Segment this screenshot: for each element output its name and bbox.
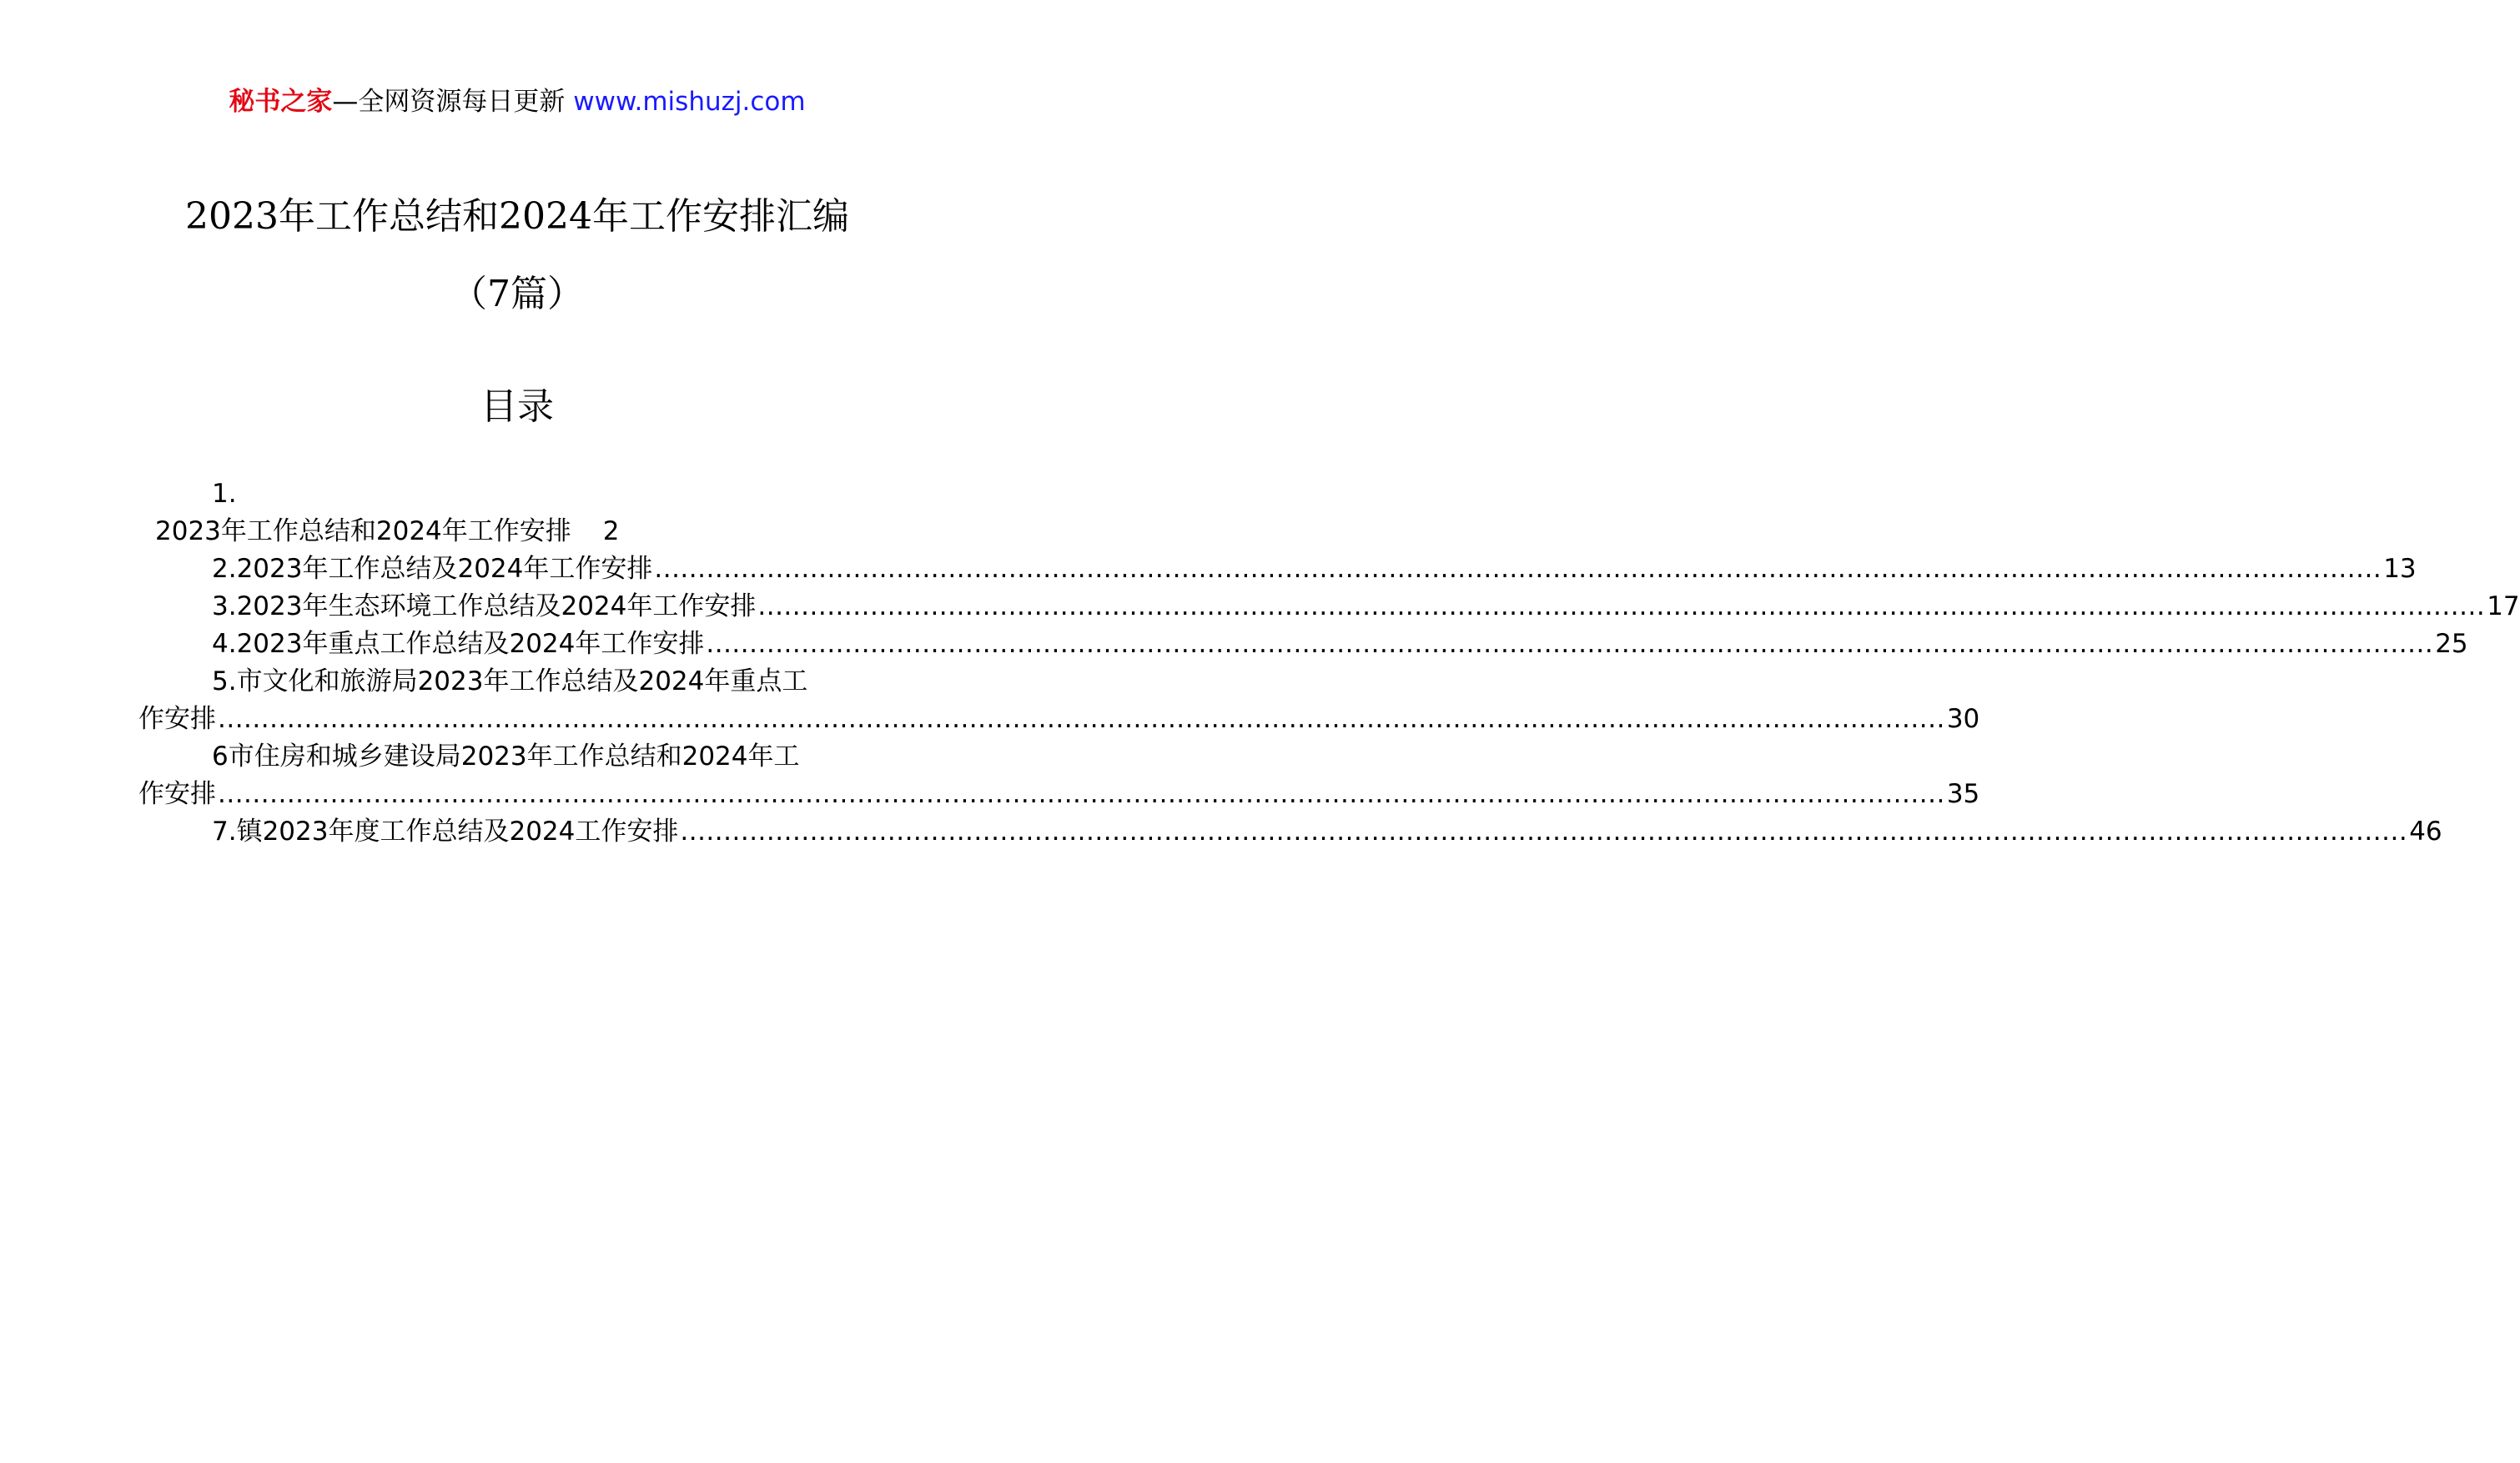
site-url-link[interactable]: www.mishuzj.com	[573, 87, 806, 117]
toc-entry-page: 46	[2409, 817, 2442, 847]
toc-leader-dots: ........................................................................................................................................................................................................	[706, 629, 2434, 659]
toc-entry-title-continued: 作安排	[138, 704, 216, 734]
toc-entry-6-line1[interactable]	[155, 738, 874, 776]
toc-entry-page: 30	[1946, 704, 1980, 734]
toc-leader-dots: ........................................................................................................................................................................................................	[218, 779, 1945, 809]
toc-entry-title: 7.镇2023年度工作总结及2024工作安排	[212, 817, 679, 847]
toc-entry-2[interactable]	[155, 551, 2417, 588]
toc-leader-dots: ........................................................................................................................................................................................................	[680, 817, 2408, 847]
toc-entry-1[interactable]	[155, 513, 874, 551]
document-title: 2023年工作总结和2024年工作安排汇编	[185, 195, 849, 238]
toc-heading: 目录	[480, 385, 554, 428]
toc-leader-dots: ........................................................................................................................................................................................................	[218, 704, 1945, 734]
toc-entry-5-line2[interactable]	[138, 701, 1980, 738]
toc-entry-title: 2.2023年工作总结及2024年工作安排	[212, 554, 653, 584]
toc-entry-6-line2[interactable]	[138, 776, 1980, 813]
brand-name: 秘书之家	[229, 87, 333, 117]
toc-entry-page: 17	[2487, 591, 2520, 621]
banner-slogan: —全网资源每日更新	[332, 87, 566, 117]
toc-entry-title-continued: 作安排	[138, 779, 216, 809]
toc-entry-page: 35	[1946, 779, 1980, 809]
toc-entry-title: 3.2023年生态环境工作总结及2024年工作安排	[212, 591, 757, 621]
toc-leader-dots: ........................................................................................................................................................................................................	[757, 591, 2486, 621]
toc-entry-5-line1[interactable]	[155, 663, 874, 701]
toc-entry-page: 25	[2435, 629, 2468, 659]
toc-entry-title: 6市住房和城乡建设局2023年工作总结和2024年工	[212, 742, 800, 772]
toc-entry-page: 13	[2383, 554, 2417, 584]
toc-entry-title: 5.市文化和旅游局2023年工作总结及2024年重点工	[212, 666, 808, 696]
toc-entry-title: 2023年工作总结和2024年工作安排	[155, 516, 571, 546]
toc-entry-4[interactable]	[155, 626, 2468, 663]
toc-entry-3[interactable]	[155, 588, 2520, 626]
toc-entry-page: 2	[602, 516, 620, 546]
site-banner	[0, 85, 1034, 118]
toc-entry-title: 4.2023年重点工作总结及2024年工作安排	[212, 629, 705, 659]
toc-entry-1-number-line[interactable]	[155, 475, 874, 513]
document-subtitle: （7篇）	[450, 273, 584, 315]
table-of-contents	[138, 475, 2520, 851]
toc-entry-7[interactable]	[155, 813, 2442, 851]
toc-entry-number: 1.	[212, 479, 237, 509]
toc-leader-dots: ........................................................................................................................................................................................................	[654, 554, 2382, 584]
